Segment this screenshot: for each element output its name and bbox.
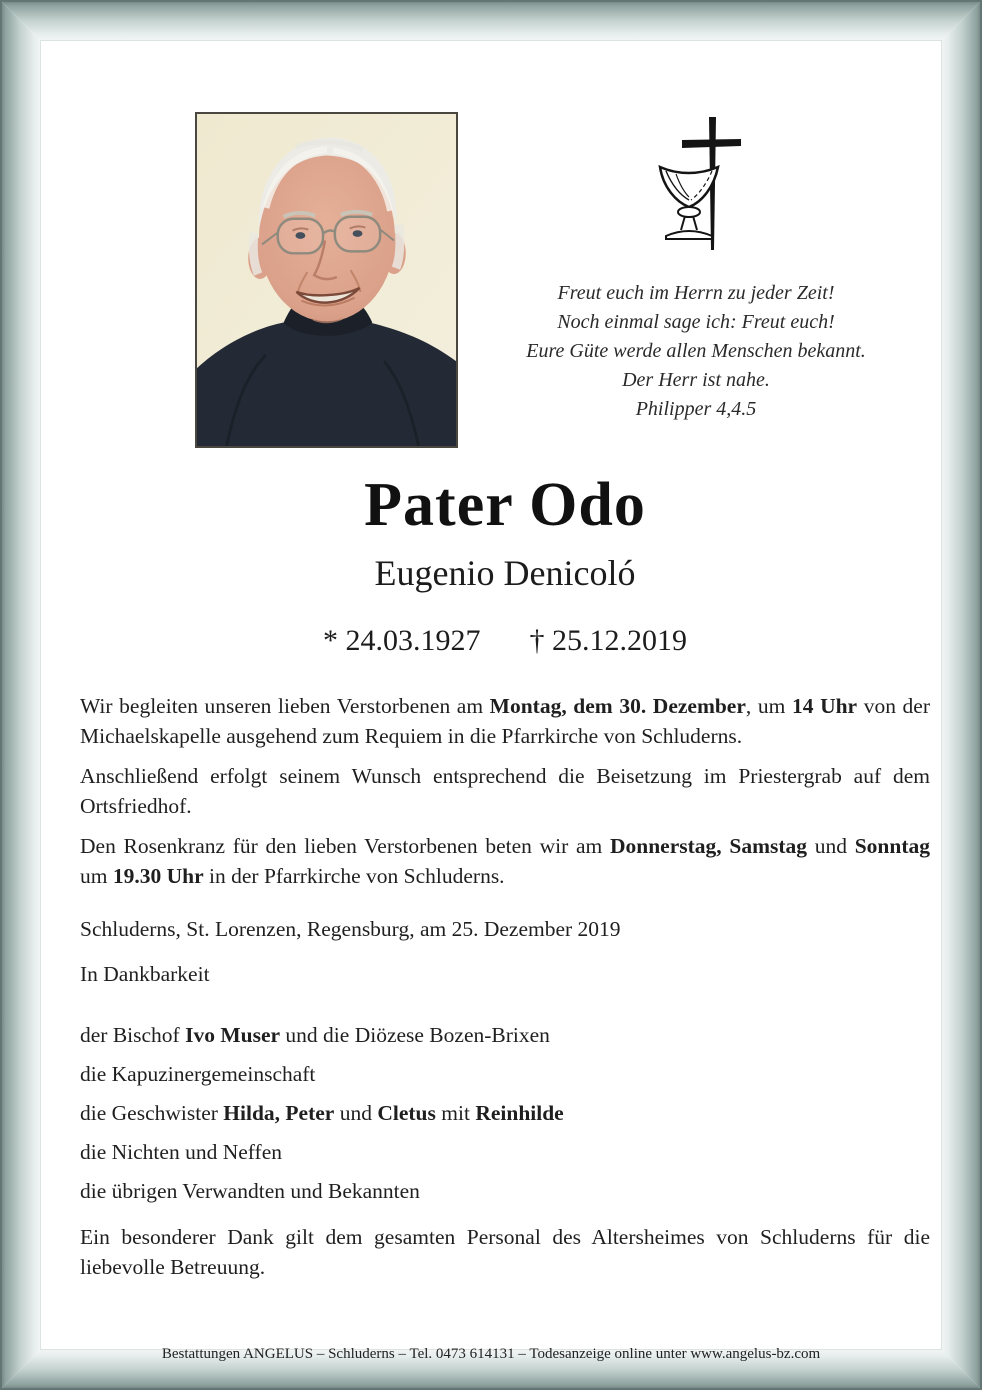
place-and-date: Schluderns, St. Lorenzen, Regensburg, am 25. Dezember 2019 [80, 917, 621, 941]
birth-symbol: * [323, 624, 338, 657]
funeral-home-footer: Bestattungen ANGELUS – Schluderns – Tel. 0473 614131 – Todesanzeige online unter www.angelus-bz.com [161, 1346, 821, 1362]
mourner-item: die Geschwister Hilda, Peter und Cletus mit Reinhilde [80, 1101, 564, 1125]
quote-line: Der Herr ist nahe. [622, 369, 770, 391]
mourner-item: der Bischof Ivo Muser und die Diözese Bozen-Brixen [80, 1023, 550, 1047]
burial-announcement: Anschließend erfolgt seinem Wunsch entsprechend die Beisetzung im Priestergrab auf dem Ortsfriedhof. [80, 764, 930, 818]
cross-and-chalice-icon [658, 115, 748, 255]
funeral-announcement: Wir begleiten unseren lieben Verstorbenen am Montag, dem 30. Dezember, um 14 Uhr von der Michaelskapelle ausgehend zum Requiem in die Pfarrkirche von Schluderns. [80, 694, 931, 748]
frame-edge-left [0, 0, 41, 1390]
mourner-item: die Kapuzinergemeinschaft [80, 1062, 316, 1086]
quote-line: Freut euch im Herrn zu jeder Zeit! [557, 282, 835, 304]
deceased-title: Pater Odo [364, 471, 646, 539]
mourners-list [80, 1020, 930, 1206]
card-content [41, 41, 941, 1362]
portrait-illustration [197, 114, 456, 446]
life-dates [80, 623, 930, 659]
quote-line: Eure Güte werde allen Menschen bekannt. [526, 340, 866, 362]
quote-line: Noch einmal sage ich: Freut euch! [557, 311, 835, 333]
death-date: 25.12.2019 [552, 624, 687, 657]
gratitude-line: In Dankbarkeit [80, 962, 210, 986]
scripture-quote [479, 279, 913, 424]
quote-source: Philipper 4,4.5 [635, 398, 757, 420]
cross-chalice-drawing [658, 115, 748, 255]
rosary-announcement: Den Rosenkranz für den lieben Verstorbenen beten wir am Donnerstag, Samstag und Sonntag um 19.30 Uhr in der Pfarrkirche von Schluderns. [80, 834, 930, 888]
mourner-item: die übrigen Verwandten und Bekannten [80, 1179, 420, 1203]
frame-edge-right [941, 0, 982, 1390]
deceased-name: Eugenio Denicoló [374, 553, 636, 593]
death-symbol: † [529, 624, 545, 657]
mourner-item: die Nichten und Neffen [80, 1140, 282, 1164]
portrait-photo [195, 112, 458, 448]
birth-date: 24.03.1927 [345, 624, 481, 657]
text-body [80, 471, 930, 1282]
frame-edge-top [0, 0, 982, 41]
thanks-paragraph: Ein besonderer Dank gilt dem gesamten Personal des Altersheimes von Schluderns für die liebevolle Betreuung. [80, 1225, 930, 1279]
